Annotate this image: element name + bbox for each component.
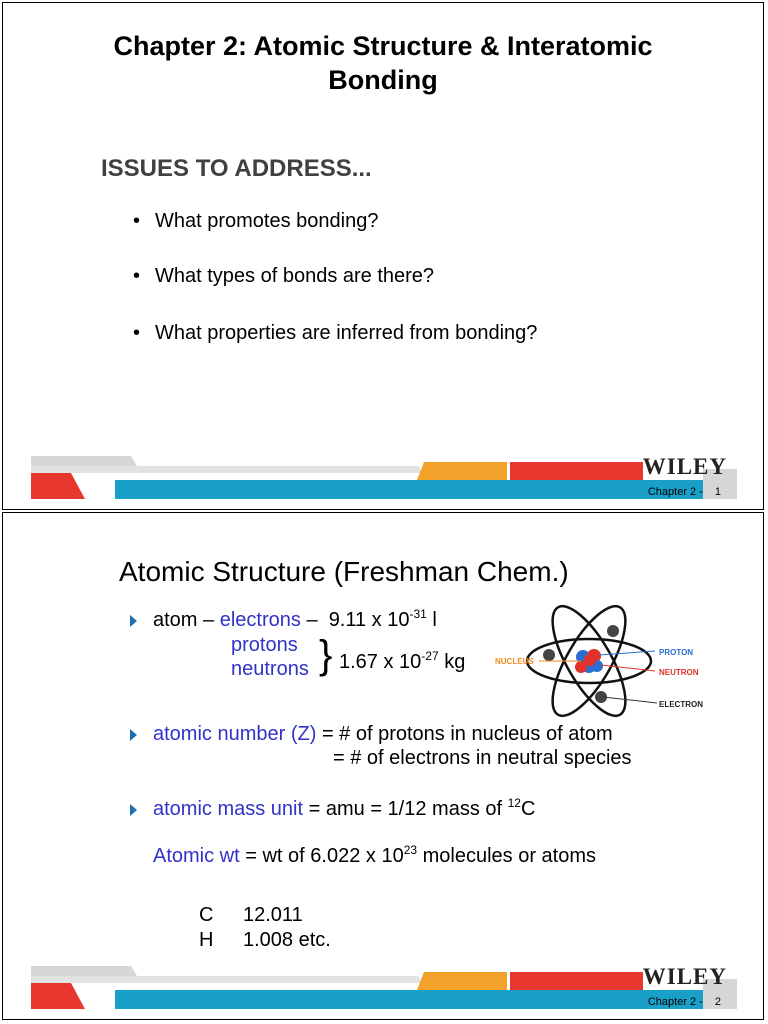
atomic-number-def1: = # of protons in nucleus of atom — [321, 723, 613, 745]
chapter-label: Chapter 2 - — [647, 996, 703, 1008]
electron-label: ELECTRON — [659, 700, 703, 709]
atomic-number-label: atomic number (Z) — [153, 723, 317, 745]
neutron-label: NEUTRON — [659, 668, 699, 677]
atomic-number-def2: = # of electrons in neutral species — [333, 747, 632, 769]
wiley-logo: WILEY — [642, 454, 727, 479]
electron-mass: 9.11 x 10 — [328, 609, 410, 631]
slide-title — [33, 29, 733, 97]
bullet-dot: • — [133, 210, 141, 232]
dash: – — [306, 609, 318, 631]
atomic-wt-suffix: molecules or atoms — [422, 845, 597, 867]
nucleon-mass-unit: kg — [444, 651, 466, 673]
title-line-2: Bonding — [328, 65, 438, 95]
bullet-arrow-icon — [130, 804, 137, 816]
electron-mass-unit: l — [432, 609, 437, 631]
element-value: 12.011 — [243, 904, 303, 926]
bullet-text: What promotes bonding? — [155, 210, 379, 232]
neutrons-label: neutrons — [231, 658, 309, 680]
element-symbol: C — [199, 904, 214, 926]
amu-line — [153, 798, 535, 821]
electron-mass-exp: -31 — [409, 607, 427, 621]
wiley-logo: WILEY — [642, 964, 727, 989]
atom-line — [153, 609, 437, 632]
slide-footer — [3, 963, 763, 1019]
bullet-dot: • — [133, 265, 141, 287]
electrons-label: electrons — [219, 609, 301, 631]
slide-2 — [2, 512, 764, 1020]
amu-element: C — [520, 798, 536, 820]
page-index: 1 — [714, 486, 721, 498]
page-index: 2 — [714, 996, 721, 1008]
element-value: 1.008 etc. — [243, 929, 331, 951]
slide-footer — [3, 453, 763, 509]
atomic-wt-sup: 23 — [403, 843, 418, 857]
bullet-arrow-icon — [130, 729, 137, 741]
bullet-text: What properties are inferred from bonding? — [155, 322, 538, 344]
issues-heading: ISSUES TO ADDRESS... — [101, 155, 372, 182]
chapter-label: Chapter 2 - — [647, 486, 703, 498]
page-number — [648, 996, 721, 1008]
nucleon-mass-exp: -27 — [421, 649, 439, 663]
amu-def: = amu = 1/12 mass of — [308, 798, 503, 820]
atomic-wt-def: = wt of 6.022 x 10 — [245, 845, 404, 867]
nucleon-mass-base: 1.67 x 10 — [339, 651, 422, 673]
atom-prefix: atom – — [153, 609, 215, 631]
nucleon-mass — [339, 651, 465, 674]
electron-orbits — [527, 599, 651, 726]
bullet-dot: • — [133, 322, 141, 344]
atomic-number-line — [153, 723, 613, 746]
bullet-text: What types of bonds are there? — [155, 265, 435, 287]
bullet-arrow-icon — [130, 615, 137, 627]
electron-dot — [543, 649, 555, 661]
slide-1 — [2, 2, 764, 510]
slide-title: Atomic Structure (Freshman Chem.) — [119, 556, 569, 587]
atomic-wt-line — [153, 845, 596, 868]
nucleus-label: NUCLEUS — [495, 657, 534, 666]
page-number — [648, 486, 721, 498]
amu-label: atomic mass unit — [153, 798, 304, 820]
electron-dot — [607, 625, 619, 637]
atomic-wt-label: Atomic wt — [153, 845, 240, 867]
amu-sup: 12 — [507, 796, 521, 810]
element-symbol: H — [199, 929, 214, 951]
atom-diagram — [489, 599, 719, 729]
title-line-1: Chapter 2: Atomic Structure & Interatomic — [113, 31, 653, 61]
proton-label: PROTON — [659, 648, 694, 657]
protons-label: protons — [231, 634, 298, 656]
brace: } — [319, 633, 333, 677]
